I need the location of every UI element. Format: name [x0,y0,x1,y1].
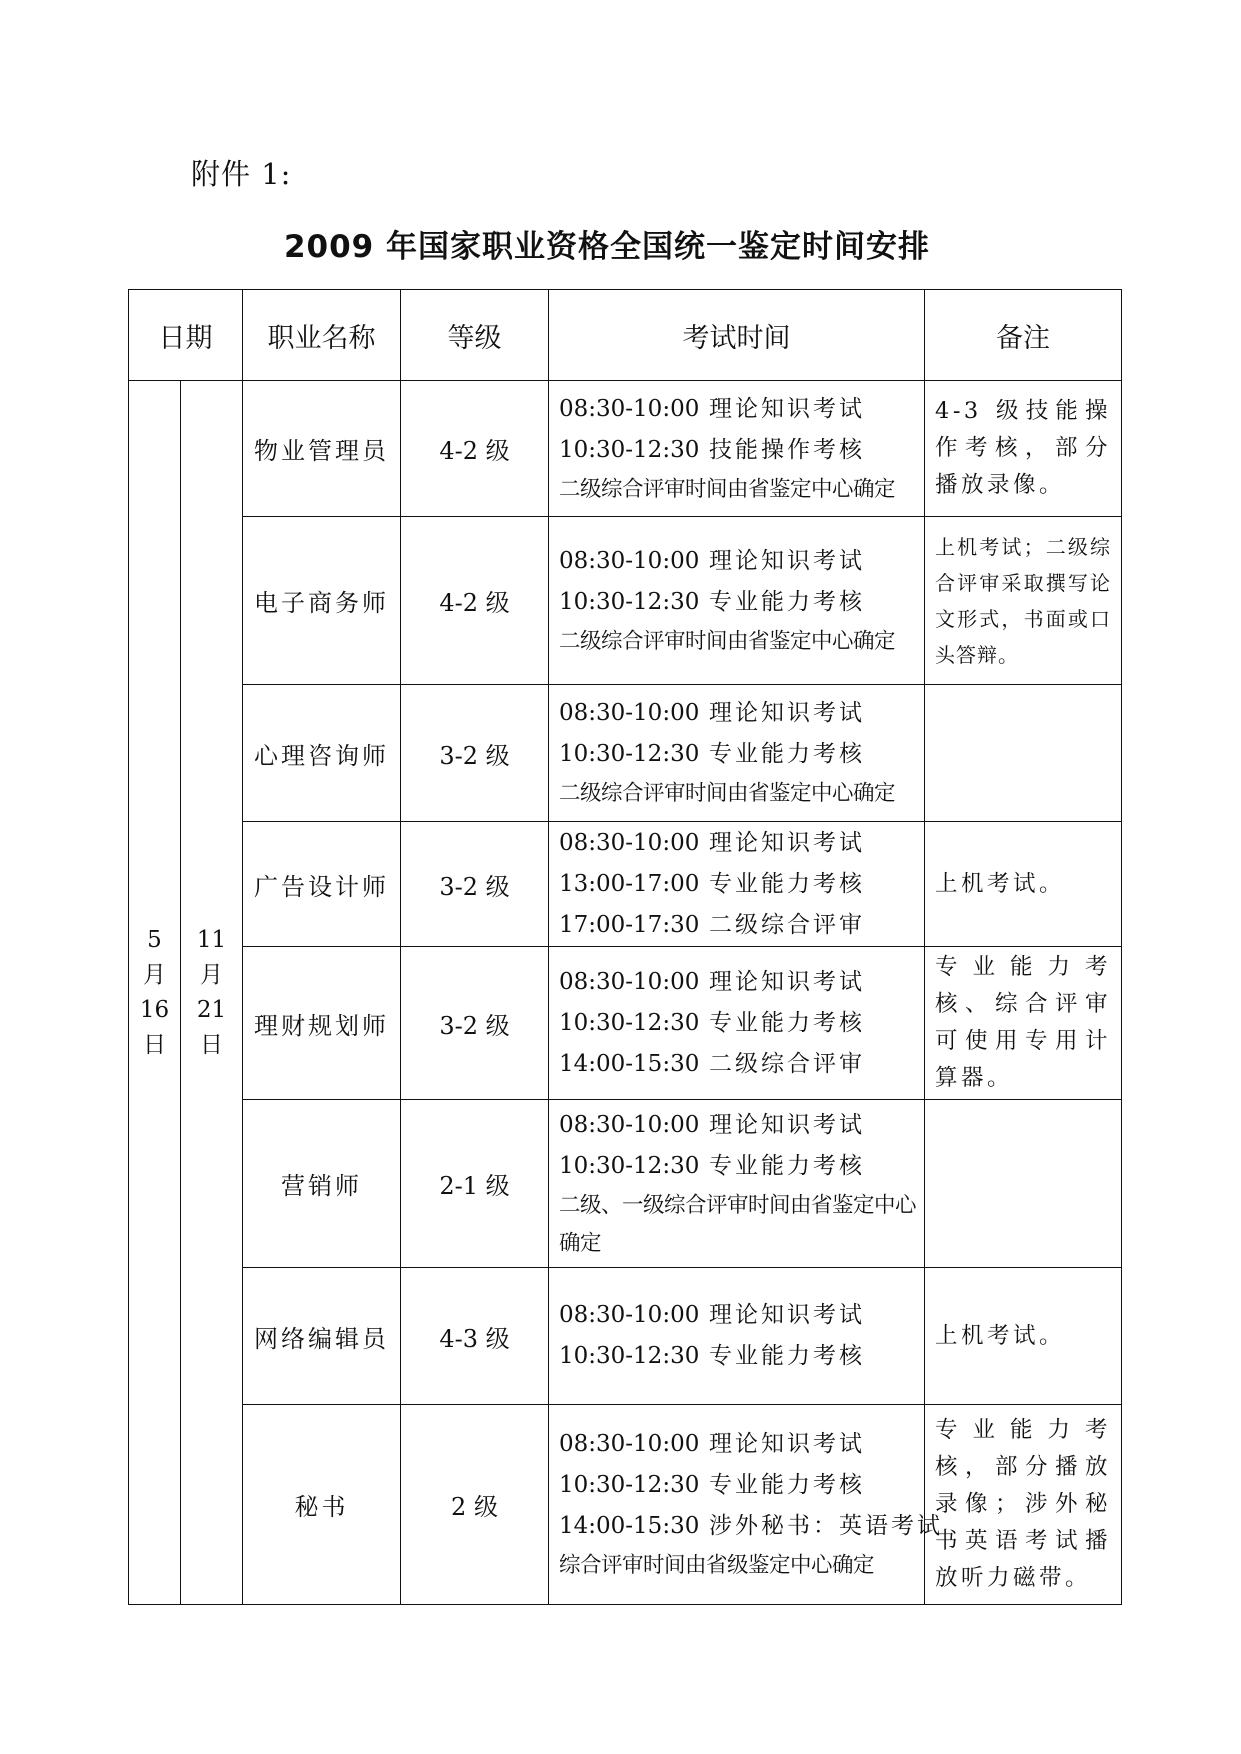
remark-cell: 专业能力考核、综合评审可使用专用计算器。 [925,947,1122,1100]
exam-session [559,430,924,471]
exam-session [559,1424,924,1465]
review-note: 二级综合评审时间由省鉴定中心确定 [559,476,896,502]
date-part: 5 [147,926,162,953]
session-time: 17:00-17:30 [559,911,700,938]
review-note: 综合评审时间由省级鉴定中心确定 [559,1553,875,1578]
schedule-table [128,289,1122,1605]
date-part: 11 [196,926,227,953]
session-time: 08:30-10:00 [559,1111,700,1138]
header-level: 等级 [401,290,549,381]
session-time: 08:30-10:00 [559,1431,700,1457]
session-name: 专业能力考核 [709,588,865,615]
exam-session [559,1465,924,1506]
session-time: 13:00-17:00 [559,870,700,897]
remark-cell: 4-3 级技能操作考核，部分播放录像。 [925,381,1122,517]
session-name: 二级综合评审 [709,911,865,938]
date-cell-second [181,381,243,1605]
date-part: 21 [196,996,227,1023]
session-name: 理论知识考试 [709,700,865,726]
exam-session [559,1506,943,1547]
session-name: 理论知识考试 [709,547,865,574]
exam-time-cell [549,947,925,1100]
table-row [129,1100,1122,1268]
table-header-row [129,290,1122,381]
level-cell: 3-2 级 [401,822,549,947]
date-part: 日 [143,1031,166,1058]
exam-session [559,389,924,430]
document-title: 2009 年国家职业资格全国统一鉴定时间安排 [283,229,931,265]
session-time: 08:30-10:00 [559,829,700,856]
session-time: 08:30-10:00 [559,700,700,726]
remark-cell: 上机考试。 [925,822,1122,947]
session-name: 理论知识考试 [709,1302,865,1328]
exam-session [559,1003,924,1044]
level-cell: 2 级 [401,1405,549,1605]
session-name: 专业能力考核 [709,1343,865,1369]
exam-session [559,1295,924,1336]
remark-cell [925,1100,1122,1268]
remark-cell: 上机考试。 [925,1268,1122,1405]
level-cell: 3-2 级 [401,685,549,822]
exam-time-cell [549,517,925,685]
session-name: 专业能力考核 [709,741,865,767]
exam-time-cell [549,822,925,947]
exam-session [559,541,924,582]
exam-time-cell [549,381,925,517]
table-row [129,381,1122,517]
level-cell: 3-2 级 [401,947,549,1100]
header-occupation: 职业名称 [243,290,401,381]
date-part: 日 [200,1031,223,1058]
exam-session [559,734,924,775]
header-remarks: 备注 [925,290,1122,381]
occupation-cell: 秘书 [243,1405,401,1605]
exam-session [559,1044,924,1085]
session-time: 10:30-12:30 [559,741,700,767]
review-note: 二级综合评审时间由省鉴定中心确定 [559,781,896,806]
session-time: 08:30-10:00 [559,968,700,995]
session-name: 专业能力考核 [709,1472,865,1498]
review-note: 二级综合评审时间由省鉴定中心确定 [559,628,896,654]
session-name: 理论知识考试 [709,968,865,995]
session-time: 08:30-10:00 [559,547,700,574]
date-part: 月 [143,961,166,988]
table-row [129,685,1122,822]
occupation-cell: 电子商务师 [243,517,401,685]
exam-time-cell [549,1405,943,1605]
exam-time-cell [549,1268,925,1405]
session-time: 10:30-12:30 [559,1152,700,1179]
attachment-label: 附件 1: [191,157,292,191]
session-time: 14:00-15:30 [559,1513,700,1539]
occupation-cell: 物业管理员 [243,381,401,517]
session-name: 涉外秘书：英语考试 [709,1513,943,1539]
session-name: 理论知识考试 [709,1431,865,1457]
level-cell: 2-1 级 [401,1100,549,1268]
table-row [129,947,1122,1100]
date-part: 16 [139,996,170,1023]
header-date: 日期 [129,290,243,381]
table-row [129,822,1122,947]
session-time: 10:30-12:30 [559,1472,700,1498]
exam-session [559,1105,924,1146]
level-cell: 4-2 级 [401,381,549,517]
table-row [129,517,1122,685]
remark-cell: 专业能力考核，部分播放录像；涉外秘书英语考试播放听力磁带。 [925,1405,1122,1605]
exam-session [559,1146,924,1187]
session-name: 专业能力考核 [709,1009,865,1036]
table-row [129,1405,1122,1605]
exam-session [559,962,924,1003]
date-cell-first [129,381,181,1605]
session-name: 二级综合评审 [709,1050,865,1077]
date-part: 月 [200,961,223,988]
level-cell: 4-2 级 [401,517,549,685]
session-time: 10:30-12:30 [559,588,700,615]
exam-time-cell [549,685,925,822]
level-cell: 4-3 级 [401,1268,549,1405]
exam-session [559,1336,924,1377]
table-row [129,1268,1122,1405]
session-name: 专业能力考核 [709,1152,865,1179]
review-note: 二级、一级综合评审时间由省鉴定中心确定 [559,1192,917,1256]
session-time: 08:30-10:00 [559,395,700,422]
exam-time-cell [549,1100,925,1268]
session-name: 专业能力考核 [709,870,865,897]
session-time: 14:00-15:30 [559,1050,700,1077]
occupation-cell: 营销师 [243,1100,401,1268]
exam-session [559,823,924,864]
session-time: 10:30-12:30 [559,436,700,463]
session-name: 技能操作考核 [709,436,865,463]
session-time: 10:30-12:30 [559,1009,700,1036]
session-time: 08:30-10:00 [559,1302,700,1328]
occupation-cell: 网络编辑员 [243,1268,401,1405]
exam-session [559,864,924,905]
remark-cell: 上机考试；二级综合评审采取撰写论文形式，书面或口头答辩。 [925,517,1122,685]
occupation-cell: 心理咨询师 [243,685,401,822]
exam-session [559,905,924,946]
occupation-cell: 广告设计师 [243,822,401,947]
header-exam-time: 考试时间 [549,290,925,381]
remark-cell [925,685,1122,822]
session-name: 理论知识考试 [709,1111,865,1138]
exam-session [559,582,924,623]
session-name: 理论知识考试 [709,395,865,422]
session-name: 理论知识考试 [709,829,865,856]
occupation-cell: 理财规划师 [243,947,401,1100]
exam-session [559,693,924,734]
session-time: 10:30-12:30 [559,1343,700,1369]
